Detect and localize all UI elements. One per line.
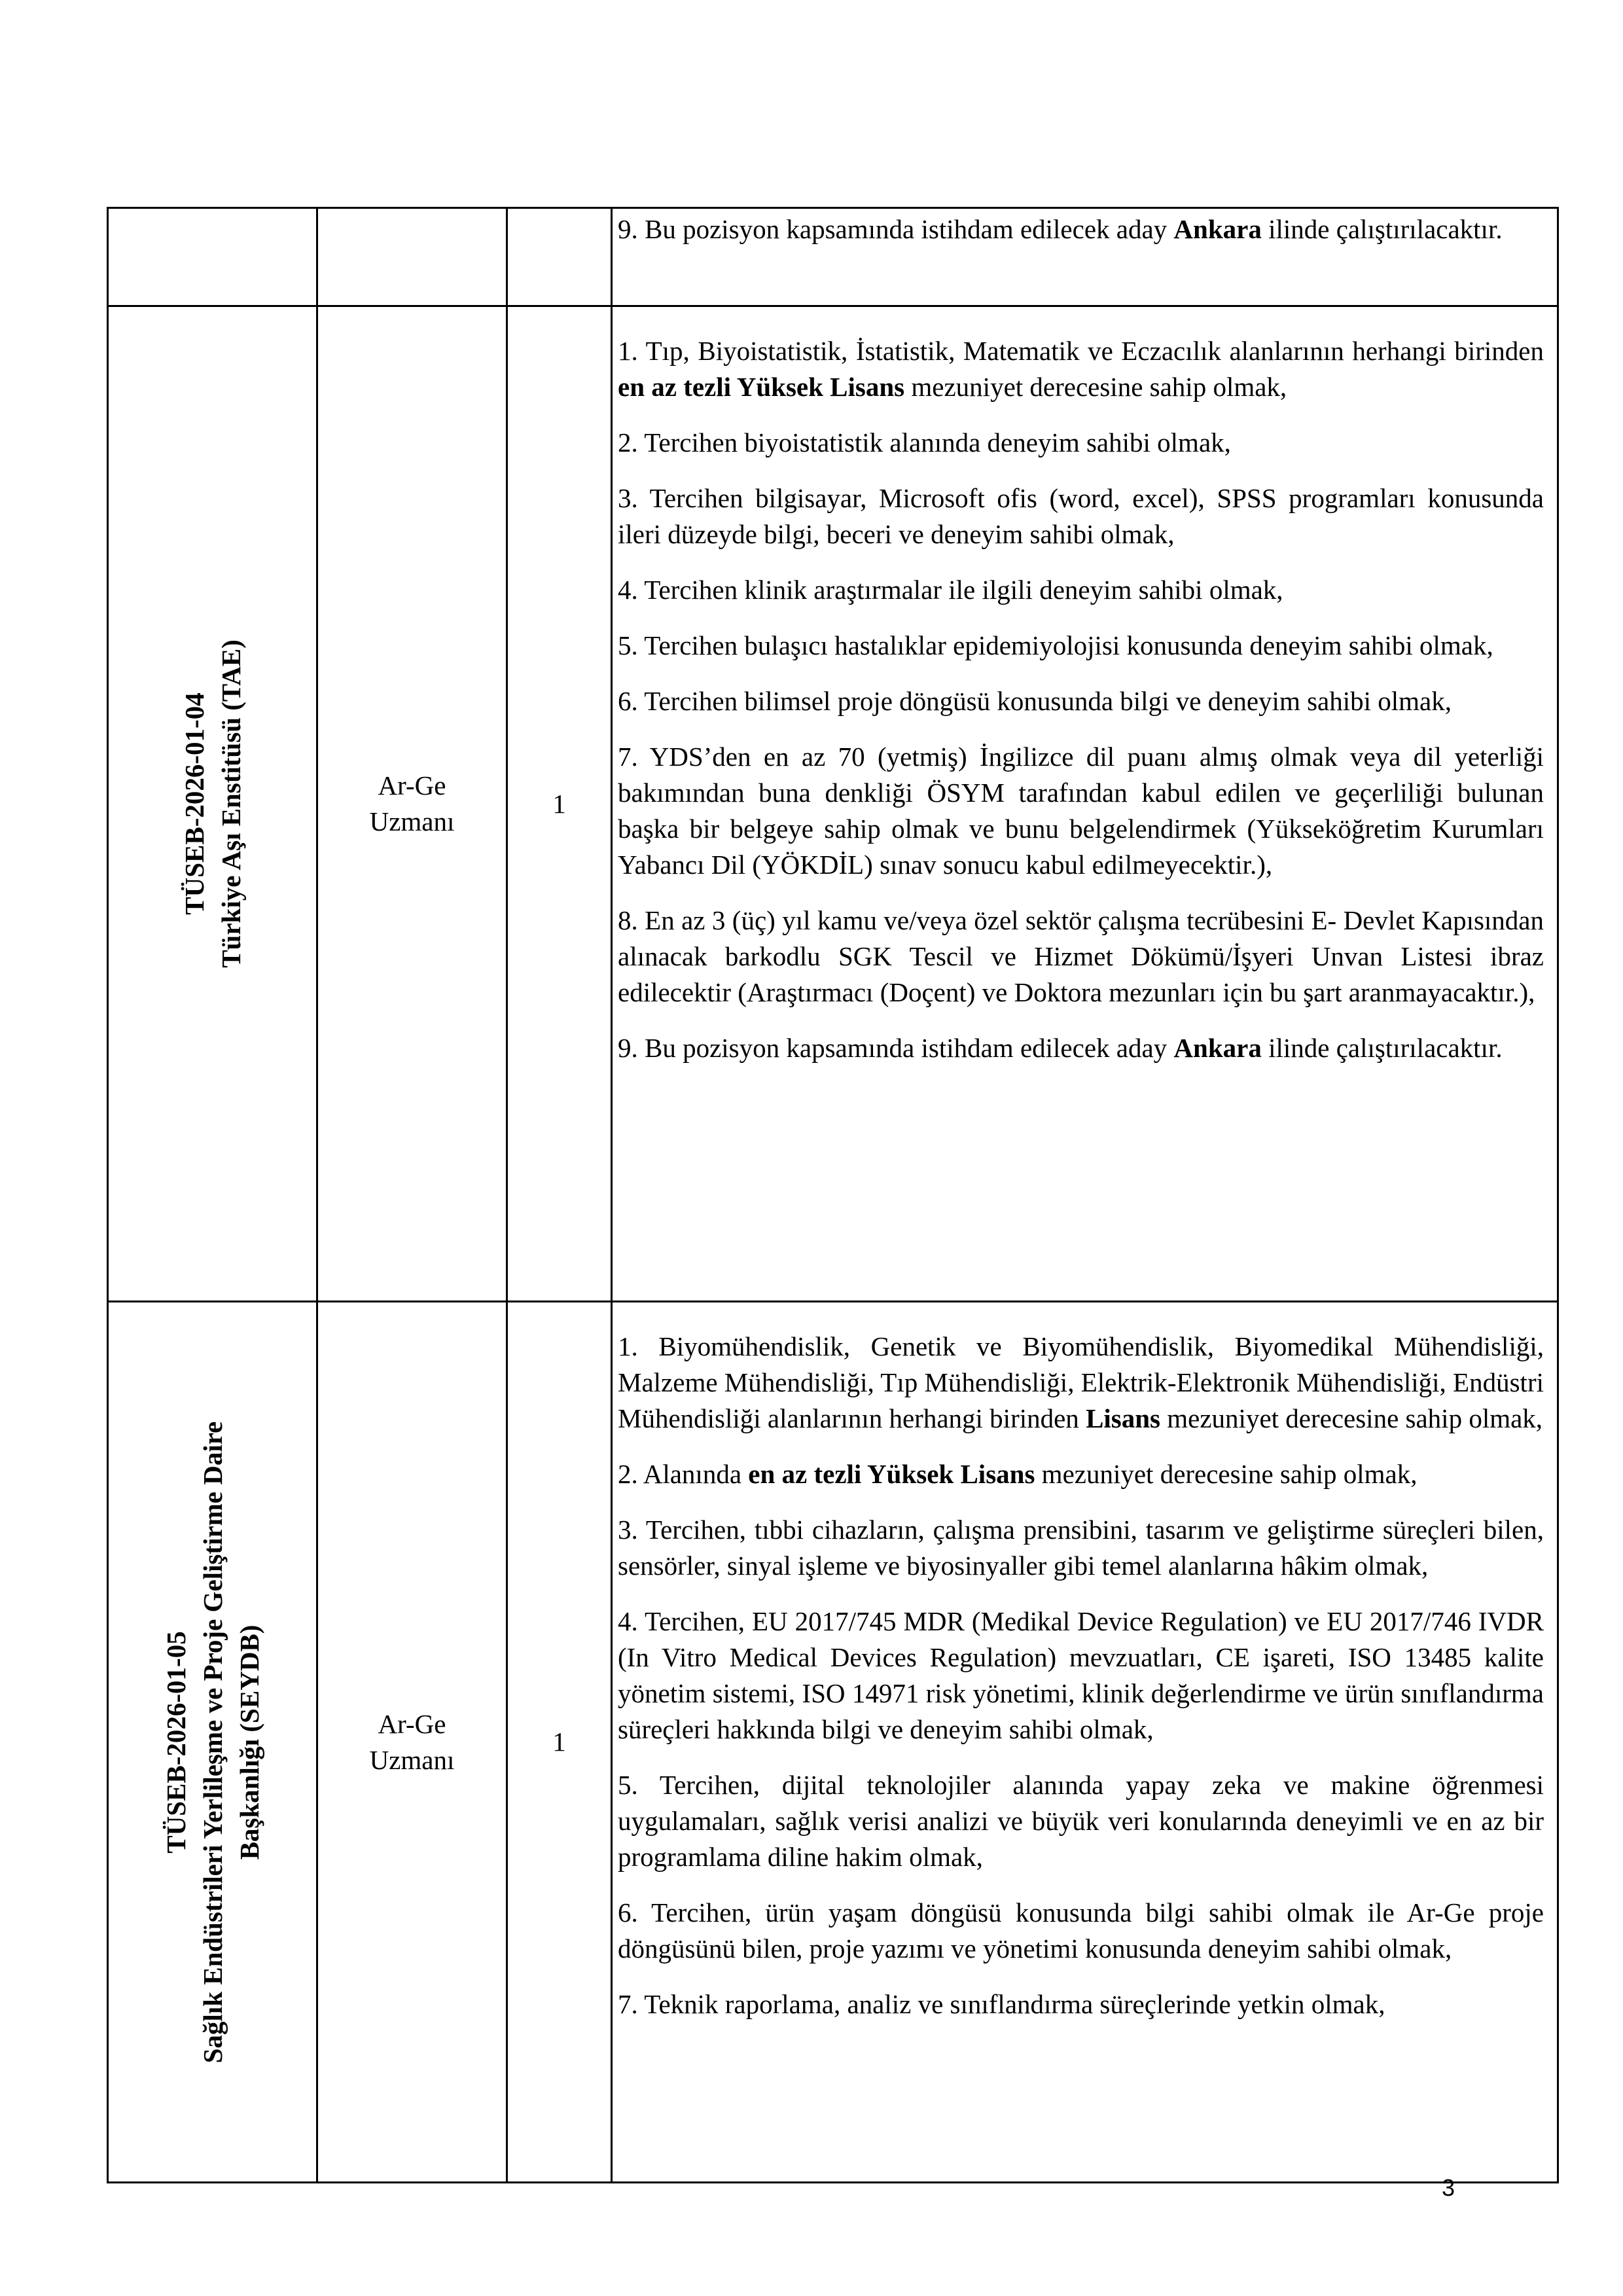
requirement-item: 2. Tercihen biyoistatistik alanında deneyim sahibi olmak, [618,427,1231,457]
requirement-item: 7. Teknik raporlama, analiz ve sınıflandırma süreçlerinde yetkin olmak, [618,1989,1385,2019]
requirement-item: 9. Bu pozisyon kapsamında istihdam edilecek aday Ankara ilinde çalıştırılacaktır. [618,214,1503,244]
requirement-item: 4. Tercihen klinik araştırmalar ile ilgili deneyim sahibi olmak, [618,575,1283,605]
requirement-item: 7. YDS’den en az 70 (yetmiş) İngilizce dil puanı almış olmak veya dil yeterliği bakımından buna denkliği ÖSYM tarafından kabul edilen ve geçerliliği bulunan başka bir belgeye sahip olmak ve bunu belgelendirmek (Yükseköğretim Kurumları Yabancı Dil (YÖKDİL) sınav sonucu kabul edilmeyecektir.), [618,742,1544,880]
count-cell [507,208,612,306]
requirements-table [107,207,1559,2183]
position-heading [158,1421,268,2063]
job-title-line1: Ar-Ge [378,770,446,800]
requirement-item: 4. Tercihen, EU 2017/745 MDR (Medikal Device Regulation) ve EU 2017/746 IVDR (In Vitro Medical Devices Regulation) mevzuatları, CE işareti, ISO 13485 kalite yönetim sistemi, ISO 14971 risk yönetimi, klinik değerlendirme ve ürün sınıflandırma süreçleri hakkında bilgi ve deneyim sahibi olmak, [618,1606,1544,1744]
table-row [108,306,1558,1302]
requirements-cell [612,1302,1558,2183]
requirement-item: 3. Tercihen, tıbbi cihazların, çalışma prensibini, tasarım ve geliştirme süreçleri bilen, sensörler, sinyal işleme ve biyosinyaller gibi temel alanlarına hâkim olmak, [618,1515,1544,1581]
position-code-cell [108,306,317,1302]
title-cell [317,306,507,1302]
job-title-line2: Uzmanı [369,1744,455,1775]
title-cell [317,1302,507,2183]
requirement-item: 9. Bu pozisyon kapsamında istihdam edilecek aday Ankara ilinde çalıştırılacaktır. [618,1033,1503,1063]
table-row [108,1302,1558,2183]
institute-name-line1: Sağlık Endüstrileri Yerlileşme ve Proje Geliştirme Daire [197,1421,228,2063]
requirement-item: 1. Biyomühendislik, Genetik ve Biyomühendislik, Biyomedikal Mühendisliği, Malzeme Mühendisliği, Tıp Mühendisliği, Elektrik-Elektronik Mühendisliği, Endüstri Mühendisliği alanlarının herhangi birinden Lisans mezuniyet derecesine sahip olmak, [618,1331,1544,1433]
institute-name-line2: Başkanlığı (SEYDB) [234,1624,264,1859]
institute-name: Türkiye Aşı Enstitüsü (TAE) [215,639,246,968]
requirements-cell [612,208,1558,306]
requirement-item: 2. Alanında en az tezli Yüksek Lisans mezuniyet derecesine sahip olmak, [618,1459,1418,1489]
count-cell [507,1302,612,2183]
position-code: TÜSEB-2026-01-04 [179,692,209,915]
requirement-item: 5. Tercihen, dijital teknolojiler alanında yapay zeka ve makine öğrenmesi uygulamaları, sağlık verisi analizi ve büyük veri konularında deneyimli ve en az bir programlama diline hakim olmak, [618,1770,1544,1872]
position-heading [176,639,249,968]
job-title-line2: Uzmanı [369,806,455,836]
count-cell [507,306,612,1302]
requirement-item: 5. Tercihen bulaşıcı hastalıklar epidemiyolojisi konusunda deneyim sahibi olmak, [618,630,1493,660]
table-row [108,208,1558,306]
requirement-item: 3. Tercihen bilgisayar, Microsoft ofis (word, excel), SPSS programları konusunda ileri düzeyde bilgi, beceri ve deneyim sahibi olmak, [618,483,1544,549]
requirements-cell [612,306,1558,1302]
position-count: 1 [552,788,566,819]
requirement-item: 1. Tıp, Biyoistatistik, İstatistik, Matematik ve Eczacılık alanlarının herhangi birinden en az tezli Yüksek Lisans mezuniyet derecesine sahip olmak, [618,336,1544,402]
page-number: 3 [1441,2174,1455,2201]
title-cell [317,208,507,306]
position-count: 1 [552,1727,566,1757]
requirement-item: 6. Tercihen bilimsel proje döngüsü konusunda bilgi ve deneyim sahibi olmak, [618,686,1452,716]
position-code: TÜSEB-2026-01-05 [160,1630,191,1854]
job-title-line1: Ar-Ge [378,1708,446,1739]
position-code-cell [108,1302,317,2183]
requirement-item: 8. En az 3 (üç) yıl kamu ve/veya özel sektör çalışma tecrübesini E- Devlet Kapısından alınacak barkodlu SGK Tescil ve Hizmet Dökümü/İşyeri Unvan Listesi ibraz edilecektir (Araştırmacı (Doçent) ve Doktora mezunları için bu şart aranmayacaktır.), [618,905,1544,1007]
position-code-cell [108,208,317,306]
requirement-item: 6. Tercihen, ürün yaşam döngüsü konusunda bilgi sahibi olmak ile Ar-Ge proje döngüsünü bilen, proje yazımı ve yönetimi konusunda deneyim sahibi olmak, [618,1897,1544,1964]
